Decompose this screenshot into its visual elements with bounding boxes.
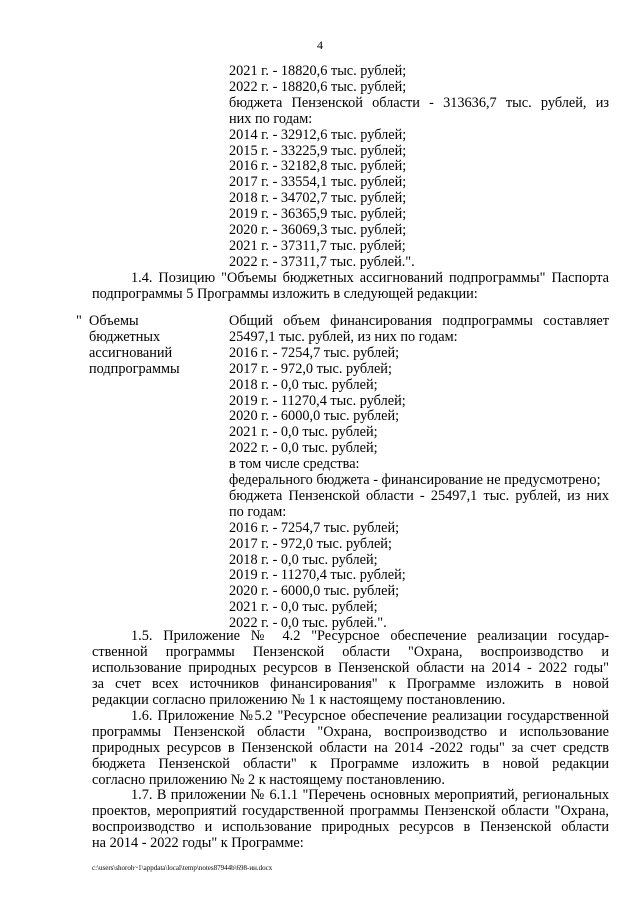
text-line: подпрограммы	[89, 360, 180, 377]
text-line: на 2014 - 2022 годы" к Программе:	[92, 834, 304, 851]
text-line: 2021 г. - 18820,6 тыс. рублей;	[229, 63, 407, 79]
text-line: природных ресурсов в Пензенской области на 2014 -2022 годы" за счет средств	[92, 739, 609, 756]
text-line: программы Пензенской области "Охрана, воспроизводство и использование	[92, 723, 609, 740]
text-line: 2019 г. - 11270,4 тыс. рублей;	[229, 567, 406, 584]
text-line: 2016 г. - 7254,7 тыс. рублей;	[229, 519, 400, 536]
text-line: 2022 г. - 18820,6 тыс. рублей;	[229, 78, 407, 95]
text-line: 2020 г. - 6000,0 тыс. рублей;	[229, 408, 400, 425]
text-line: 2017 г. - 972,0 тыс. рублей;	[229, 360, 392, 377]
text-line: в том числе средства:	[229, 456, 360, 473]
text-line: бюджета Пензенской области" к Программе изложить в новой редакции	[92, 755, 609, 772]
text-line: Объемы	[89, 313, 139, 329]
text-line: Общий объем финансирования подпрограммы составляет	[229, 313, 609, 329]
page-number: 4	[317, 38, 323, 52]
text-line: 1.7. В приложении № 6.1.1 "Перечень основных мероприятий, региональных	[131, 787, 609, 803]
file-path-footer: c:\users\shoroh~1\appdata\local\temp\notes87944b\698-ин.docx	[92, 864, 273, 872]
text-line: за счет всех источников финансирования" к Программе изложить в новой	[92, 675, 609, 692]
text-line: 2022 г. - 0,0 тыс. рублей.".	[229, 615, 387, 632]
text-line: 2021 г. - 0,0 тыс. рублей;	[229, 599, 378, 616]
text-line: 2022 г. - 37311,7 тыс. рублей.".	[229, 253, 415, 270]
text-line: бюджета Пензенской области - 25497,1 тыс. рублей, из них	[229, 487, 609, 504]
text-line: 2021 г. - 0,0 тыс. рублей;	[229, 424, 378, 441]
text-line: 2019 г. - 36365,9 тыс. рублей;	[229, 206, 407, 223]
text-line: них по годам:	[229, 110, 313, 127]
text-line: 2022 г. - 0,0 тыс. рублей;	[229, 440, 378, 457]
text-line: 2018 г. - 34702,7 тыс. рублей;	[229, 190, 407, 207]
text-line: федерального бюджета - финансирование не предусмотрено;	[229, 472, 601, 488]
text-line: подпрограммы 5 Программы изложить в следующей редакции:	[92, 285, 478, 302]
text-line: 2020 г. - 6000,0 тыс. рублей;	[229, 583, 400, 600]
text-line: проектов, мероприятий государственной программы Пензенской области "Охрана,	[92, 802, 609, 819]
table-open-quote: "	[76, 313, 82, 329]
text-line: согласно приложению № 2 к настоящему постановлению.	[92, 771, 445, 788]
text-line: воспроизводство и использование природных ресурсов в Пензенской области	[92, 818, 609, 835]
text-line: 1.6. Приложение №5.2 "Ресурсное обеспечение реализации государственной	[131, 708, 609, 724]
text-line: бюджета Пензенской области - 313636,7 тыс. рублей, из	[229, 94, 609, 111]
text-line: 2014 г. - 32912,6 тыс. рублей;	[229, 126, 407, 143]
text-line: 2019 г. - 11270,4 тыс. рублей;	[229, 392, 406, 409]
text-line: 2018 г. - 0,0 тыс. рублей;	[229, 551, 378, 568]
text-line: по годам:	[229, 503, 287, 520]
text-line: ассигнований	[89, 344, 173, 361]
text-line: 1.5. Приложение № 4.2 "Ресурсное обеспечение реализации государ-	[131, 628, 609, 644]
text-line: 2015 г. - 33225,9 тыс. рублей;	[229, 142, 407, 159]
text-line: 2018 г. - 0,0 тыс. рублей;	[229, 376, 378, 393]
text-line: ственной программы Пензенской области "Охрана, воспроизводство и	[92, 643, 609, 660]
text-line: 1.4. Позицию "Объемы бюджетных ассигнований подпрограммы" Паспорта	[131, 270, 609, 286]
text-line: 2017 г. - 33554,1 тыс. рублей;	[229, 174, 407, 191]
text-line: бюджетных	[89, 328, 161, 345]
text-line: 2016 г. - 7254,7 тыс. рублей;	[229, 344, 400, 361]
text-line: 25497,1 тыс. рублей, из них по годам:	[229, 328, 458, 345]
text-line: 2017 г. - 972,0 тыс. рублей;	[229, 535, 392, 552]
text-line: 2020 г. - 36069,3 тыс. рублей;	[229, 222, 407, 238]
text-line: использование природных ресурсов в Пензенской области на 2014 - 2022 годы"	[92, 659, 609, 676]
text-line: 2016 г. - 32182,8 тыс. рублей;	[229, 158, 407, 175]
text-line: 2021 г. - 37311,7 тыс. рублей;	[229, 237, 406, 254]
text-line: редакции согласно приложению № 1 к настоящему постановлению.	[92, 691, 506, 708]
